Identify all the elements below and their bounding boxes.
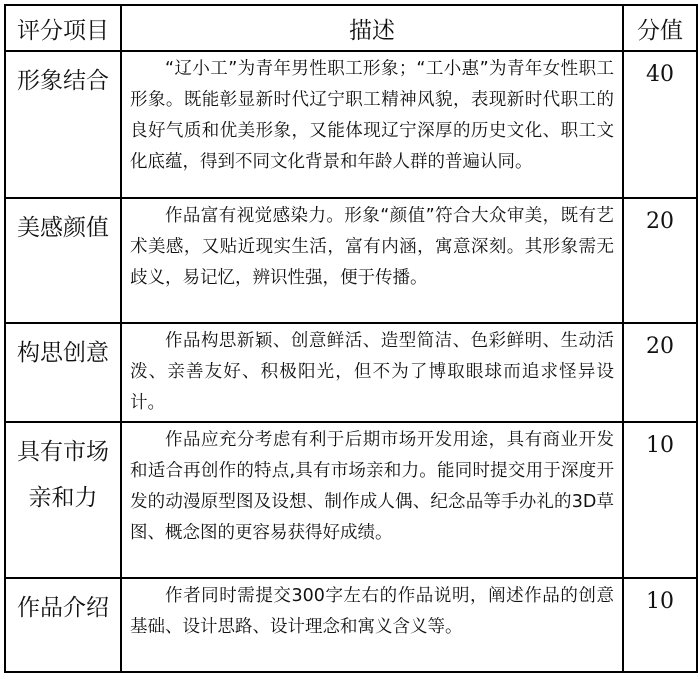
row-desc xyxy=(121,323,623,422)
row-score: 20 xyxy=(623,323,697,422)
row-desc xyxy=(121,51,623,198)
row-score: 10 xyxy=(623,422,697,578)
row-item: 作品介绍 xyxy=(5,578,121,672)
table-row xyxy=(5,578,697,672)
row-score: 20 xyxy=(623,198,697,323)
header-row xyxy=(5,5,697,51)
row-item: 形象结合 xyxy=(5,51,121,198)
scoring-table xyxy=(4,4,698,673)
row-desc xyxy=(121,198,623,323)
row-score: 40 xyxy=(623,51,697,198)
row-item: 美感颜值 xyxy=(5,198,121,323)
header-desc: 描述 xyxy=(121,5,623,51)
row-score: 10 xyxy=(623,578,697,672)
table-row xyxy=(5,198,697,323)
row-item: 构思创意 xyxy=(5,323,121,422)
table-row xyxy=(5,51,697,198)
row-desc xyxy=(121,578,623,672)
header-item: 评分项目 xyxy=(5,5,121,51)
table-row xyxy=(5,323,697,422)
row-desc-text: 作品构思新颖、创意鲜活、造型简洁、色彩鲜明、生动活泼、亲善友好、积极阳光，但不为了博取眼球而追求怪异设计。 xyxy=(130,331,614,413)
row-desc-text: 作品应充分考虑有利于后期市场开发用途，具有商业开发和适合再创作的特点,具有市场亲和力。能同时提交用于深度开发的动漫原型图及设想、制作成人偶、纪念品等手办礼的3D草图、概念图的更容易获得好成绩。 xyxy=(130,430,614,543)
row-desc-text: “辽小工”为青年男性职工形象；“工小惠”为青年女性职工形象。既能彰显新时代辽宁职工精神风貌，表现新时代职工的良好气质和优美形象，又能体现辽宁深厚的历史文化、职工文化底蕴，得到不同文化背景和年龄人群的普遍认同。 xyxy=(130,59,614,172)
table-row xyxy=(5,422,697,578)
row-item: 具有市场亲和力 xyxy=(5,422,121,578)
row-desc-text: 作者同时需提交300字左右的作品说明，阐述作品的创意基础、设计思路、设计理念和寓义含义等。 xyxy=(130,586,614,637)
row-desc xyxy=(121,422,623,578)
row-desc-text: 作品富有视觉感染力。形象“颜值”符合大众审美，既有艺术美感，又贴近现实生活，富有内涵，寓意深刻。其形象需无歧义，易记忆，辨识性强，便于传播。 xyxy=(130,206,614,288)
header-score: 分值 xyxy=(623,5,697,51)
